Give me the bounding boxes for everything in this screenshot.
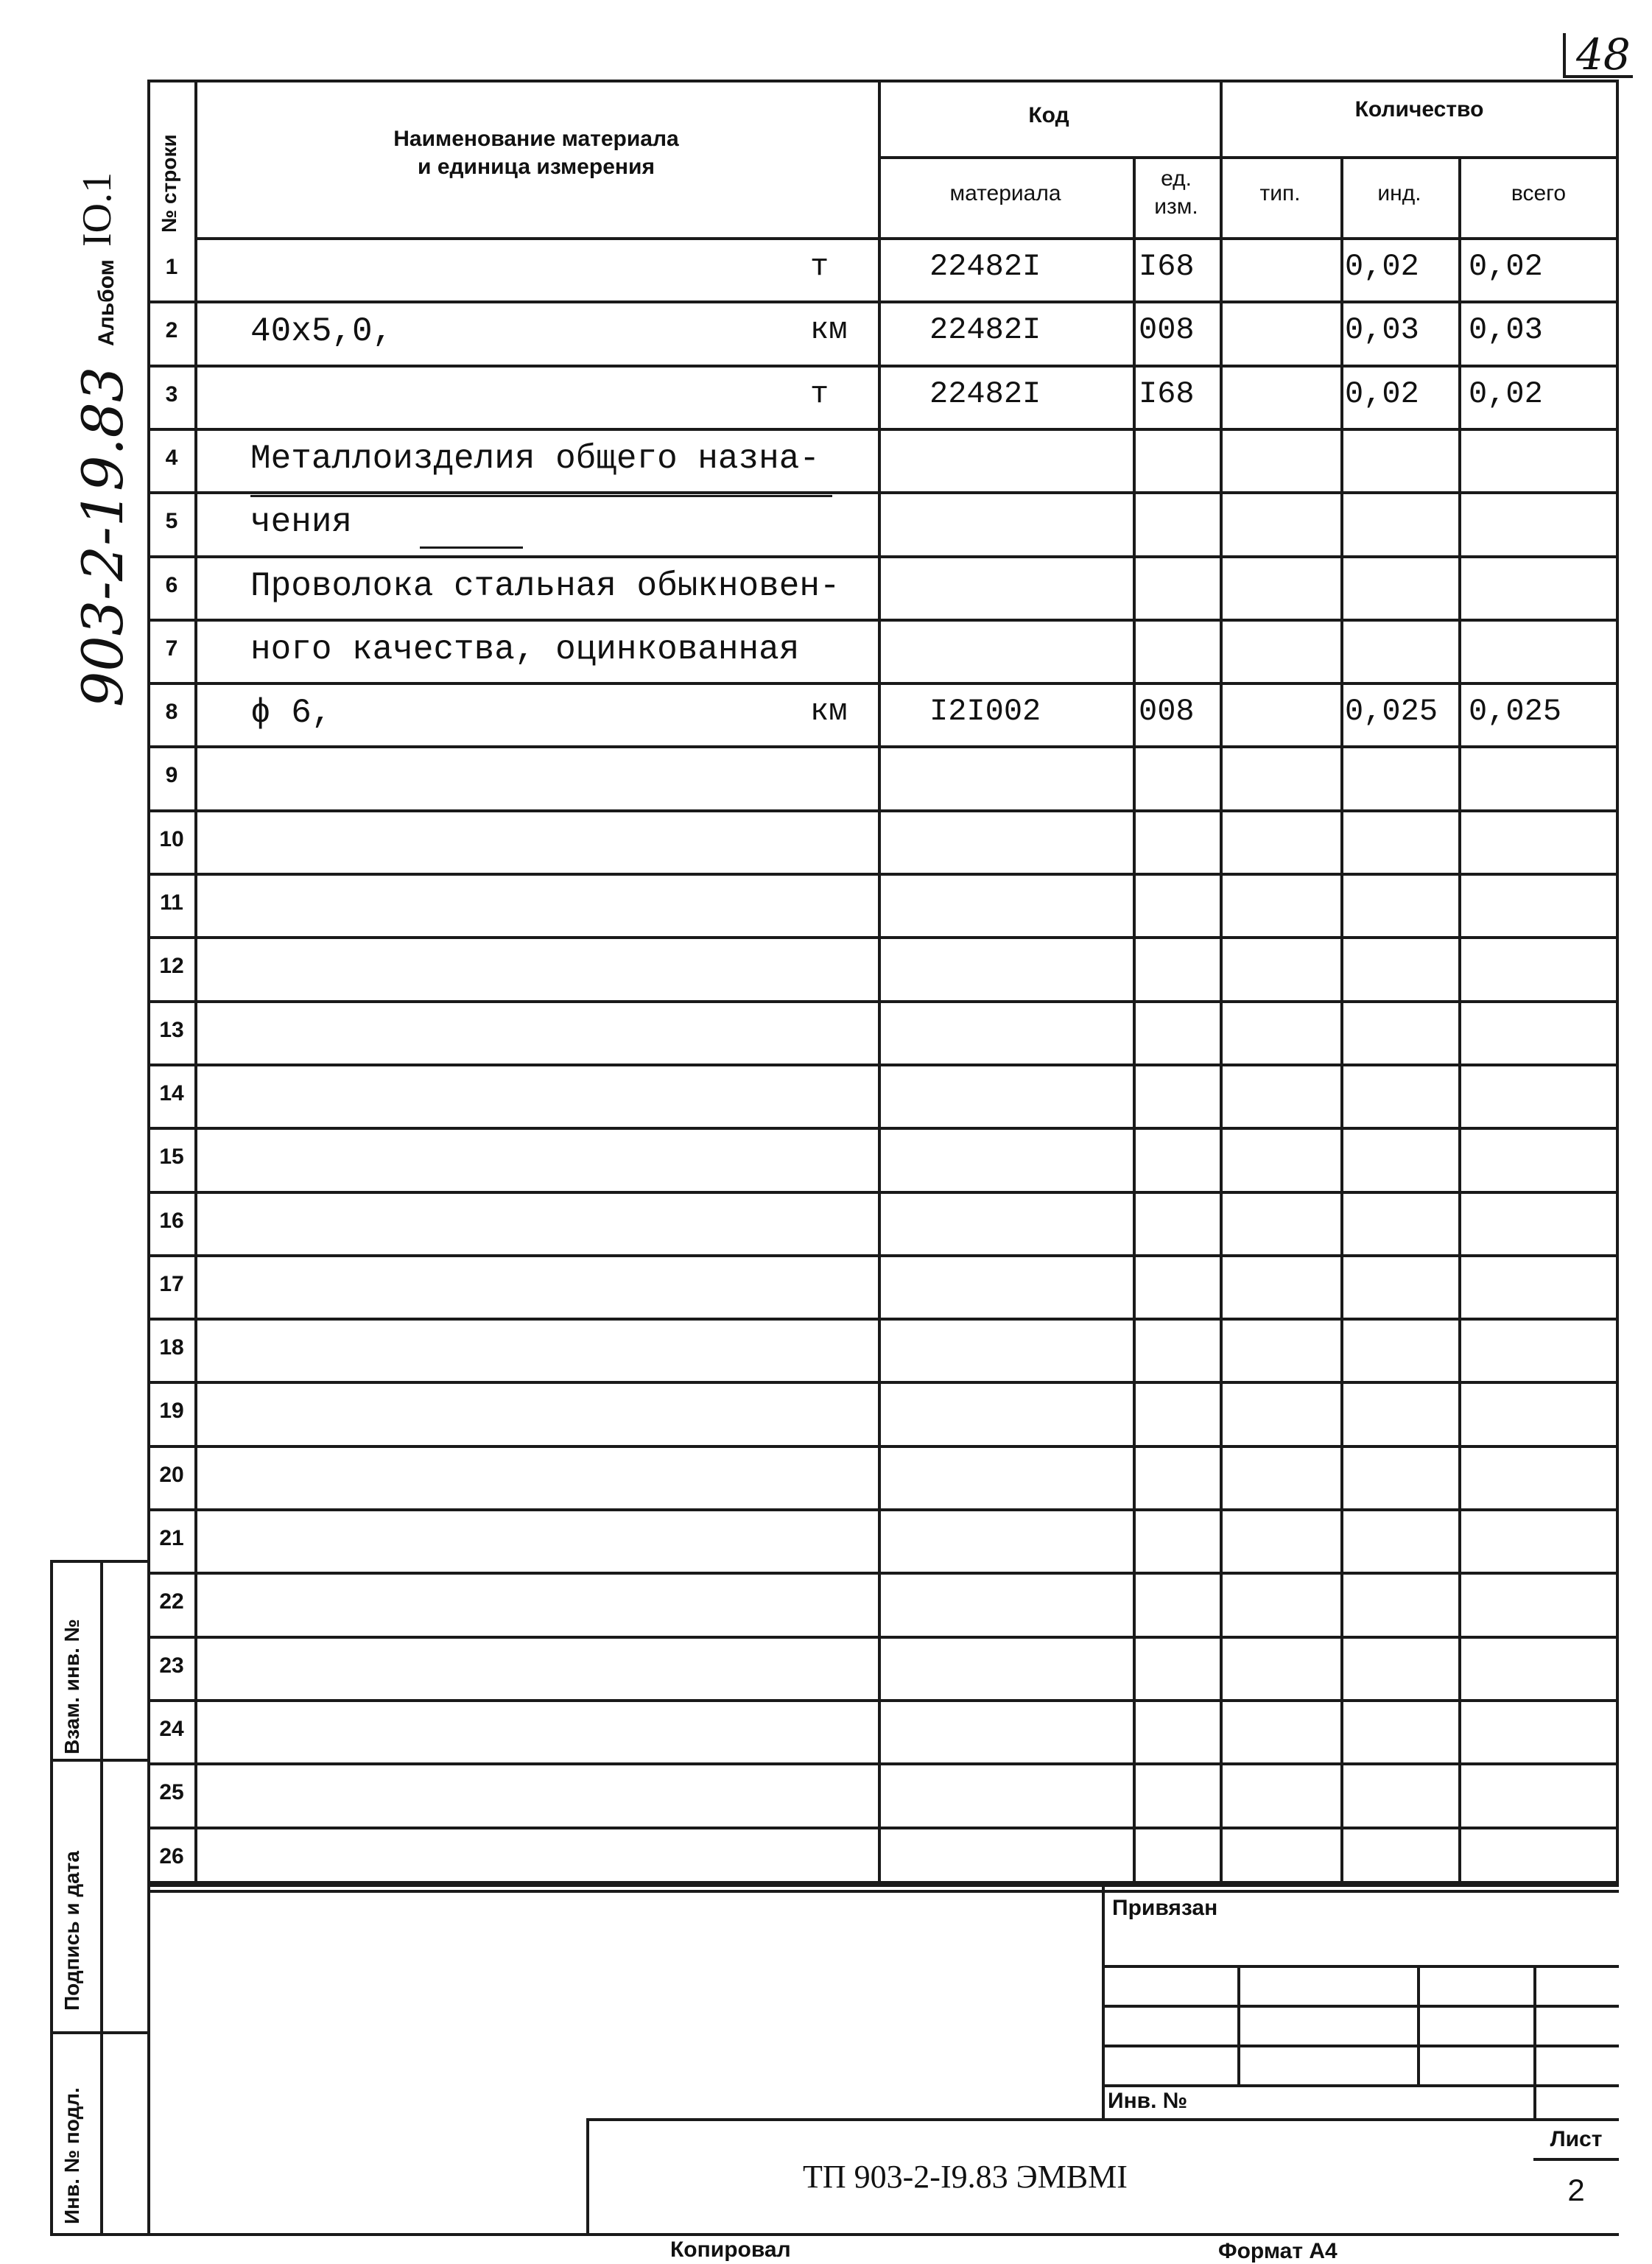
cell-code: 22482I xyxy=(929,312,1041,348)
footer-kopiroval: Копировал xyxy=(670,2237,791,2262)
header-total: всего xyxy=(1511,181,1567,205)
cell-unit: т xyxy=(810,376,829,412)
row-divider xyxy=(147,1636,1619,1639)
header-quantity: Количество xyxy=(1354,97,1484,122)
cell-name: ного качества, оцинкованная xyxy=(250,630,800,669)
row-number: 14 xyxy=(159,1080,184,1105)
cell-name: Металлоизделия общего назна- xyxy=(250,439,820,478)
cell-code: 22482I xyxy=(929,249,1041,284)
row-number: 25 xyxy=(159,1780,184,1805)
cell-total: 0,025 xyxy=(1469,694,1562,730)
row-number: 13 xyxy=(159,1017,184,1042)
row-divider xyxy=(147,936,1619,939)
row-number: 7 xyxy=(165,636,178,661)
row-number: 20 xyxy=(159,1462,184,1487)
header-material: материала xyxy=(949,181,1061,205)
cell-ucode: I68 xyxy=(1139,249,1195,284)
cell-ind: 0,03 xyxy=(1345,312,1419,348)
row-divider xyxy=(147,1699,1619,1702)
row-number: 24 xyxy=(159,1716,184,1741)
cell-ucode: 008 xyxy=(1139,694,1195,730)
row-number: 4 xyxy=(165,445,178,470)
header-code: Код xyxy=(1028,103,1069,127)
row-number: 17 xyxy=(159,1271,184,1296)
row-divider xyxy=(147,1762,1619,1765)
row-divider xyxy=(147,619,1619,622)
privyazan-label: Привязан xyxy=(1112,1896,1218,1920)
row-number: 8 xyxy=(165,700,178,725)
cell-name: чения xyxy=(250,503,353,542)
row-number: 3 xyxy=(165,382,178,407)
row-divider xyxy=(147,1827,1619,1829)
row-number: 1 xyxy=(165,255,178,279)
heading-underline-2 xyxy=(420,546,523,549)
page-number-underline xyxy=(1563,75,1633,78)
cell-ucode: I68 xyxy=(1139,376,1195,412)
sheet-label: Лист xyxy=(1550,2127,1603,2151)
cell-name: 40х5,0, xyxy=(250,312,393,351)
row-divider xyxy=(147,491,1619,494)
header-name-line2: и единица измерения xyxy=(418,155,655,179)
side-vzam-label: Взам. инв. № xyxy=(60,1619,83,1754)
inv-no-label: Инв. № xyxy=(1108,2089,1188,2113)
cell-unit: км xyxy=(810,312,848,348)
header-unit-1: ед. xyxy=(1161,166,1192,191)
row-divider xyxy=(147,1000,1619,1003)
row-number: 18 xyxy=(159,1335,184,1360)
row-divider xyxy=(147,1127,1619,1130)
row-divider xyxy=(147,365,1619,368)
row-number: 5 xyxy=(165,509,178,534)
cell-code: 22482I xyxy=(929,376,1041,412)
row-number: 15 xyxy=(159,1145,184,1170)
row-divider xyxy=(147,1064,1619,1066)
row-divider xyxy=(147,1508,1619,1511)
row-number: 9 xyxy=(165,763,178,788)
row-number: 21 xyxy=(159,1526,184,1550)
row-number: 6 xyxy=(165,572,178,597)
header-typ: тип. xyxy=(1259,181,1301,205)
row-number: 16 xyxy=(159,1208,184,1233)
page-number: 48 xyxy=(1576,29,1631,80)
row-divider xyxy=(147,428,1619,431)
cell-ucode: 008 xyxy=(1139,312,1195,348)
side-inv-podl-label: Инв. № подл. xyxy=(60,2087,83,2224)
row-number: 22 xyxy=(159,1589,184,1614)
row-divider xyxy=(147,1572,1619,1575)
cell-total: 0,02 xyxy=(1469,376,1543,412)
cell-total: 0,03 xyxy=(1469,312,1543,348)
side-podpis-label: Подпись и дата xyxy=(60,1851,83,2011)
table-bottom-line xyxy=(147,1890,1619,1893)
header-name-line1: Наименование материала xyxy=(393,127,679,151)
row-number: 10 xyxy=(159,826,184,851)
cell-name: Проволока стальная обыкновен- xyxy=(250,566,840,605)
row-divider xyxy=(147,300,1619,303)
row-divider xyxy=(147,555,1619,558)
row-number: 12 xyxy=(159,954,184,979)
footer-format: Формат А4 xyxy=(1218,2239,1338,2263)
header-row-no: № строки xyxy=(158,134,180,233)
cell-ind: 0,02 xyxy=(1345,249,1419,284)
row-number: 2 xyxy=(165,318,178,343)
handwritten-doc-code: 903-2-19.83 xyxy=(70,366,136,707)
cell-unit: т xyxy=(810,249,829,284)
row-number: 19 xyxy=(159,1399,184,1424)
row-divider xyxy=(147,1318,1619,1321)
row-divider xyxy=(147,1191,1619,1194)
row-divider xyxy=(147,873,1619,876)
row-divider xyxy=(147,1381,1619,1384)
cell-code: I2I002 xyxy=(929,694,1041,730)
album-label: Альбом xyxy=(94,259,119,346)
row-number: 23 xyxy=(159,1653,184,1678)
cell-name: ϕ 6, xyxy=(250,694,332,733)
row-divider xyxy=(147,1254,1619,1257)
page-number-mark xyxy=(1563,33,1566,77)
sheet-number: 2 xyxy=(1567,2173,1585,2207)
header-unit-2: изм. xyxy=(1154,194,1198,219)
row-number: 11 xyxy=(160,890,183,915)
lower-area-top xyxy=(147,1884,1619,1887)
row-divider xyxy=(147,1445,1619,1448)
row-divider xyxy=(147,682,1619,685)
cell-unit: км xyxy=(810,694,848,730)
album-value: IO.1 xyxy=(74,172,120,247)
cell-ind: 0,025 xyxy=(1345,694,1438,730)
document-code: ТП 903-2-I9.83 ЭМВМI xyxy=(803,2159,1128,2195)
heading-underline-1 xyxy=(250,495,832,497)
cell-ind: 0,02 xyxy=(1345,376,1419,412)
row-divider xyxy=(147,745,1619,748)
row-number: 26 xyxy=(159,1843,184,1868)
cell-total: 0,02 xyxy=(1469,249,1543,284)
row-divider xyxy=(147,809,1619,812)
header-ind: инд. xyxy=(1377,181,1421,205)
